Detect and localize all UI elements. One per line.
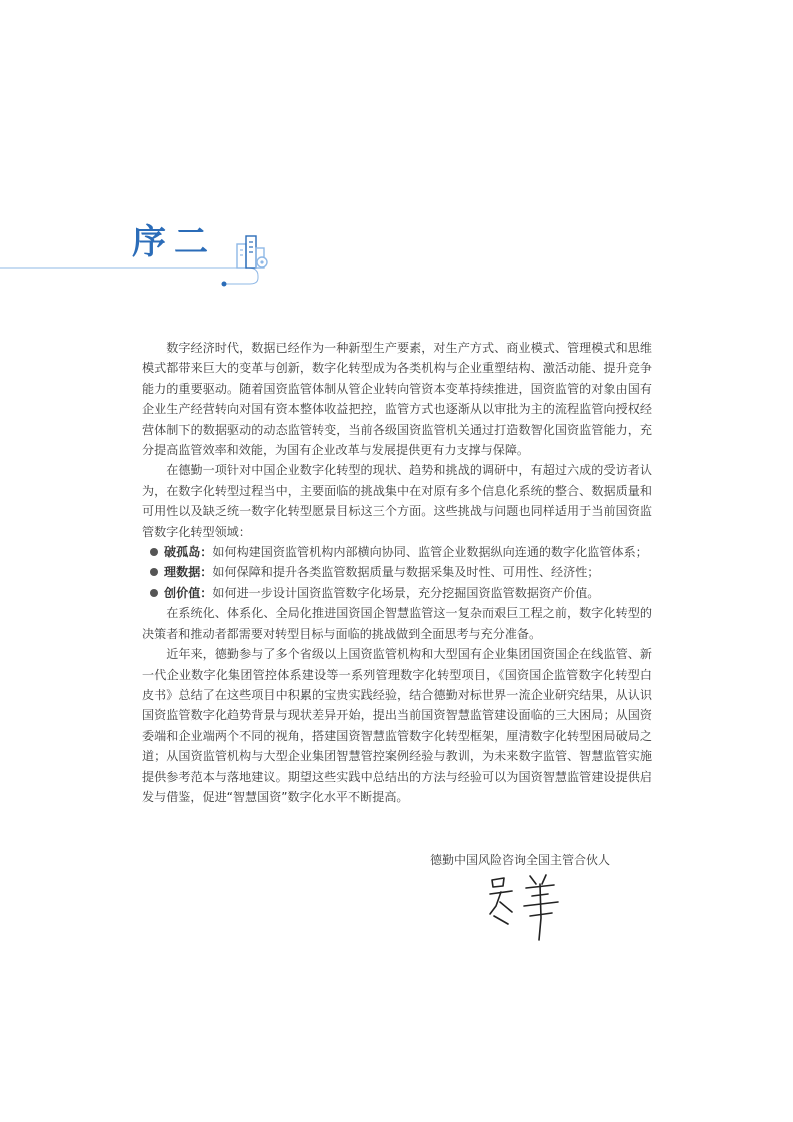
bullet-text: 如何保障和提升各类监管数据质量与数据采集及时性、可用性、经济性； xyxy=(212,565,600,580)
list-item xyxy=(142,542,652,562)
bullet-key: 创价值： xyxy=(164,585,213,600)
bullet-key: 理数据： xyxy=(164,565,213,580)
paragraph-1: 数字经济时代，数据已经作为一种新型生产要素，对生产方式、商业模式、管理模式和思维模式都带来巨大的变革与创新，数字化转型成为各类机构与企业重塑结构、激活动能、提升竞争能力的重要驱动。随着国资监管体制从管企业转向管资本变革持续推进，国资监管的对象由国有企业生产经营转向对国有资本整体收益把控，监管方式也逐渐从以审批为主的流程监管向授权经营体制下的数据驱动的动态监管转变，当前各级国资监管机关通过打造数智化国资监管能力，充分提高监管效率和效能，为国有企业改革与发展提供更有力支撑与保障。 xyxy=(142,341,652,458)
list-item xyxy=(142,562,652,582)
signatory-title: 德勤中国风险咨询全国主管合伙人 xyxy=(430,853,611,867)
bullet-text: 如何进一步设计国资监管数字化场景，充分挖掘国资监管数据资产价值。 xyxy=(212,585,600,600)
bullet-dot-icon xyxy=(150,548,158,556)
paragraph-4: 近年来，德勤参与了多个省级以上国资监管机构和大型国有企业集团国资国企在线监管、新一代企业数字化集团管控体系建设等一系列管理数字化转型项目，《国资国企监管数字化转型白皮书》总结了在这些项目中积累的宝贵实践经验，结合德勤对标世界一流企业研究结果，从认识国资监管数字化趋势背景与现状差异开始，提出当前国资智慧监管建设面临的三大困局；从国资委端和企业端两个不同的视角，搭建国资智慧监管数字化转型框架，厘清数字化转型困局破局之道；从国资监管机构与大型企业集团智慧管控案例经验与教训，为未来数字监管、智慧监管实施提供参考范本与落地建议。期望这些实践中总结出的方法与经验可以为国资智慧监管建设提供启发与借鉴，促进“智慧国资”数字化水平不断提高。 xyxy=(142,647,652,804)
page-title: 序二 xyxy=(132,222,216,262)
challenge-list xyxy=(142,542,652,603)
handwritten-signature xyxy=(486,872,576,944)
paragraph-2: 在德勤一项针对中国企业数字化转型的现状、趋势和挑战的调研中，有超过六成的受访者认为，在数字化转型过程当中，主要面临的挑战集中在对原有多个信息化系统的整合、数据质量和可用性以及缺乏统一数字化转型愿景目标这三个方面。这些挑战与问题也同样适用于当前国资监管数字化转型领域： xyxy=(142,463,652,539)
paragraph-3: 在系统化、体系化、全局化推进国资国企智慧监管这一复杂而艰巨工程之前，数字化转型的决策者和推动者都需要对转型目标与面临的挑战做到全面思考与充分准备。 xyxy=(142,606,652,641)
preface-body xyxy=(142,338,652,807)
bullet-text: 如何构建国资监管机构内部横向协同、监管企业数据纵向连通的数字化监管体系； xyxy=(212,545,648,560)
bullet-key: 破孤岛： xyxy=(164,545,213,560)
bullet-dot-icon xyxy=(150,589,158,597)
bullet-dot-icon xyxy=(150,568,158,576)
building-chart-icon xyxy=(0,232,300,296)
list-item xyxy=(142,583,652,603)
